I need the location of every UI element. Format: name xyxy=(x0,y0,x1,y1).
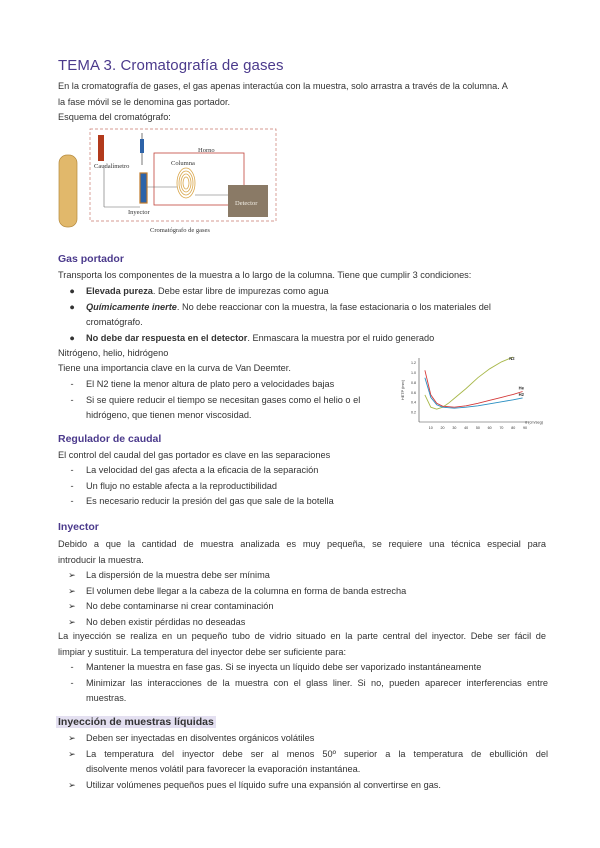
series-line-n2 xyxy=(425,357,513,409)
diagram-caption: Cromatógrafo de gases xyxy=(150,227,210,234)
y-tick-label: 0.2 xyxy=(411,410,416,415)
flowmeter-icon xyxy=(98,135,104,161)
y-tick-label: 0.6 xyxy=(411,390,416,395)
y-tick-label: 1.0 xyxy=(411,371,416,376)
list-item: - La velocidad del gas afecta a la eficacia de la separación xyxy=(70,465,319,475)
liquidas-points xyxy=(58,731,548,793)
regulador-intro: El control del caudal del gas portador es clave en las separaciones xyxy=(58,450,331,460)
list-item: ➢ La dispersión de la muestra debe ser mínima xyxy=(68,570,270,580)
heading-muestras-liquidas: Inyección de muestras líquidas xyxy=(58,716,214,728)
gas-portador-conditions xyxy=(58,284,548,346)
syringe-icon xyxy=(140,139,144,153)
series-label-he: He xyxy=(518,385,525,391)
y-tick-label: 0.4 xyxy=(411,400,416,405)
x-tick-label: 10 xyxy=(428,426,433,430)
list-item: ● Químicamente inerte. No debe reaccionar con la muestra, la fase estacionaria o los materiales del cromatógrafo. xyxy=(69,301,491,327)
list-item: - Si se quiere reducir el tiempo se necesitan gases como el helio o el hidrógeno, que tienen menor viscosidad. xyxy=(70,394,361,420)
label-columna: Columna xyxy=(171,160,195,167)
heading-regulador: Regulador de caudal xyxy=(58,433,162,445)
x-tick-label: 30 xyxy=(452,426,457,430)
x-tick-label: 90 xyxy=(523,426,527,430)
series-label-n2: N2 xyxy=(509,356,515,361)
intro-paragraph xyxy=(58,79,548,126)
y-tick-label: 0.8 xyxy=(411,380,416,385)
van-deemter-chart xyxy=(395,352,545,434)
inyector-paragraph-2: La inyección se realiza en un pequeño tubo de vidrio situado en la parte central del inyector. Debe ser fácil de limpiar y sustituir. La temperatura del inyector debe ser suficiente para: xyxy=(58,631,546,657)
list-item: ➢ Utilizar volúmenes pequeños pues el líquido sufre una expansión al convertirse en gas. xyxy=(68,779,441,790)
x-tick-label: 50 xyxy=(475,426,480,430)
list-item: - Un flujo no estable afecta a la reproductibilidad xyxy=(70,480,278,491)
intro-line-3: Esquema del cromatógrafo: xyxy=(58,112,171,122)
x-tick-label: 70 xyxy=(499,426,504,430)
intro-line-2: la fase móvil se le denomina gas portador. xyxy=(58,96,231,107)
list-item: ➢ No deben existir pérdidas no deseadas xyxy=(68,616,246,627)
column-coil-icon xyxy=(177,168,195,198)
van-deemter-text: Tiene una importancia clave en la curva de Van Deemter. xyxy=(58,363,291,373)
list-item: ● Elevada pureza. Debe estar libre de impurezas como agua xyxy=(69,286,329,296)
x-tick-label: 40 xyxy=(464,426,469,430)
list-item: ● No debe dar respuesta en el detector. Enmascara la muestra por el ruido generado xyxy=(69,332,435,343)
x-tick-label: 60 xyxy=(487,426,492,430)
list-item: - El N2 tiene la menor altura de plato pero a velocidades bajas xyxy=(70,379,335,389)
injector-icon xyxy=(140,173,147,203)
y-tick-label: 1.2 xyxy=(411,361,416,366)
label-horno: Horno xyxy=(198,147,215,154)
heading-gas-portador: Gas portador xyxy=(58,253,124,265)
gas-portador-intro: Transporta los componentes de la muestra a lo largo de la columna. Tiene que cumplir 3 condiciones: xyxy=(58,270,472,280)
gases-list: Nitrógeno, helio, hidrógeno xyxy=(58,348,169,358)
page-title: TEMA 3. Cromatografía de gases xyxy=(58,57,284,74)
heading-inyector: Inyector xyxy=(58,521,99,533)
regulador-points xyxy=(58,463,548,510)
list-item: - Mantener la muestra en fase gas. Si se inyecta un líquido debe ser vaporizado instantáneamente xyxy=(70,662,482,672)
label-inyector: Inyector xyxy=(128,209,150,216)
x-tick-label: 80 xyxy=(511,426,516,430)
list-item: - Minimizar las interacciones de la muestra con el glass liner. Si no, pueden aparecer interferencias entre muestras. xyxy=(70,677,548,703)
list-item: ➢ Deben ser inyectadas en disolventes orgánicos volátiles xyxy=(68,733,315,743)
x-axis-label: ū (cm/seg) xyxy=(525,420,543,425)
intro-line-1: En la cromatografía de gases, el gas apenas interactúa con la muestra, solo arrastra a través de la columna. A xyxy=(58,81,508,91)
inyector-requirements xyxy=(58,568,548,630)
label-detector: Detector xyxy=(235,200,258,207)
van-deemter-points xyxy=(58,377,378,424)
list-item: ➢ La temperatura del inyector debe ser al menos 50º superior a la temperatura de ebullición del disolvente menos volátil para favorecer la evaporación instantánea. xyxy=(68,748,548,774)
inyector-temperature-points xyxy=(58,660,548,707)
chromatograph-diagram xyxy=(58,125,290,235)
y-axis-label: HETP (mm) xyxy=(401,380,405,400)
list-item: ➢ El volumen debe llegar a la cabeza de la columna en forma de banda estrecha xyxy=(68,585,407,596)
series-label-h2: H2 xyxy=(518,391,525,397)
x-tick-label: 20 xyxy=(440,426,445,430)
label-caudalimetro: Caudalímetro xyxy=(94,163,130,170)
gas-bottle-icon xyxy=(59,155,77,227)
series-line-he xyxy=(425,370,523,407)
inyector-intro: Debido a que la cantidad de muestra analizada es muy pequeña, se requiere una técnica especial para introducir la muestra. xyxy=(58,539,546,565)
series-line-h2 xyxy=(425,378,523,409)
list-item: - Es necesario reducir la presión del gas que sale de la botella xyxy=(70,496,334,506)
list-item: ➢ No debe contaminarse ni crear contaminación xyxy=(68,601,274,611)
